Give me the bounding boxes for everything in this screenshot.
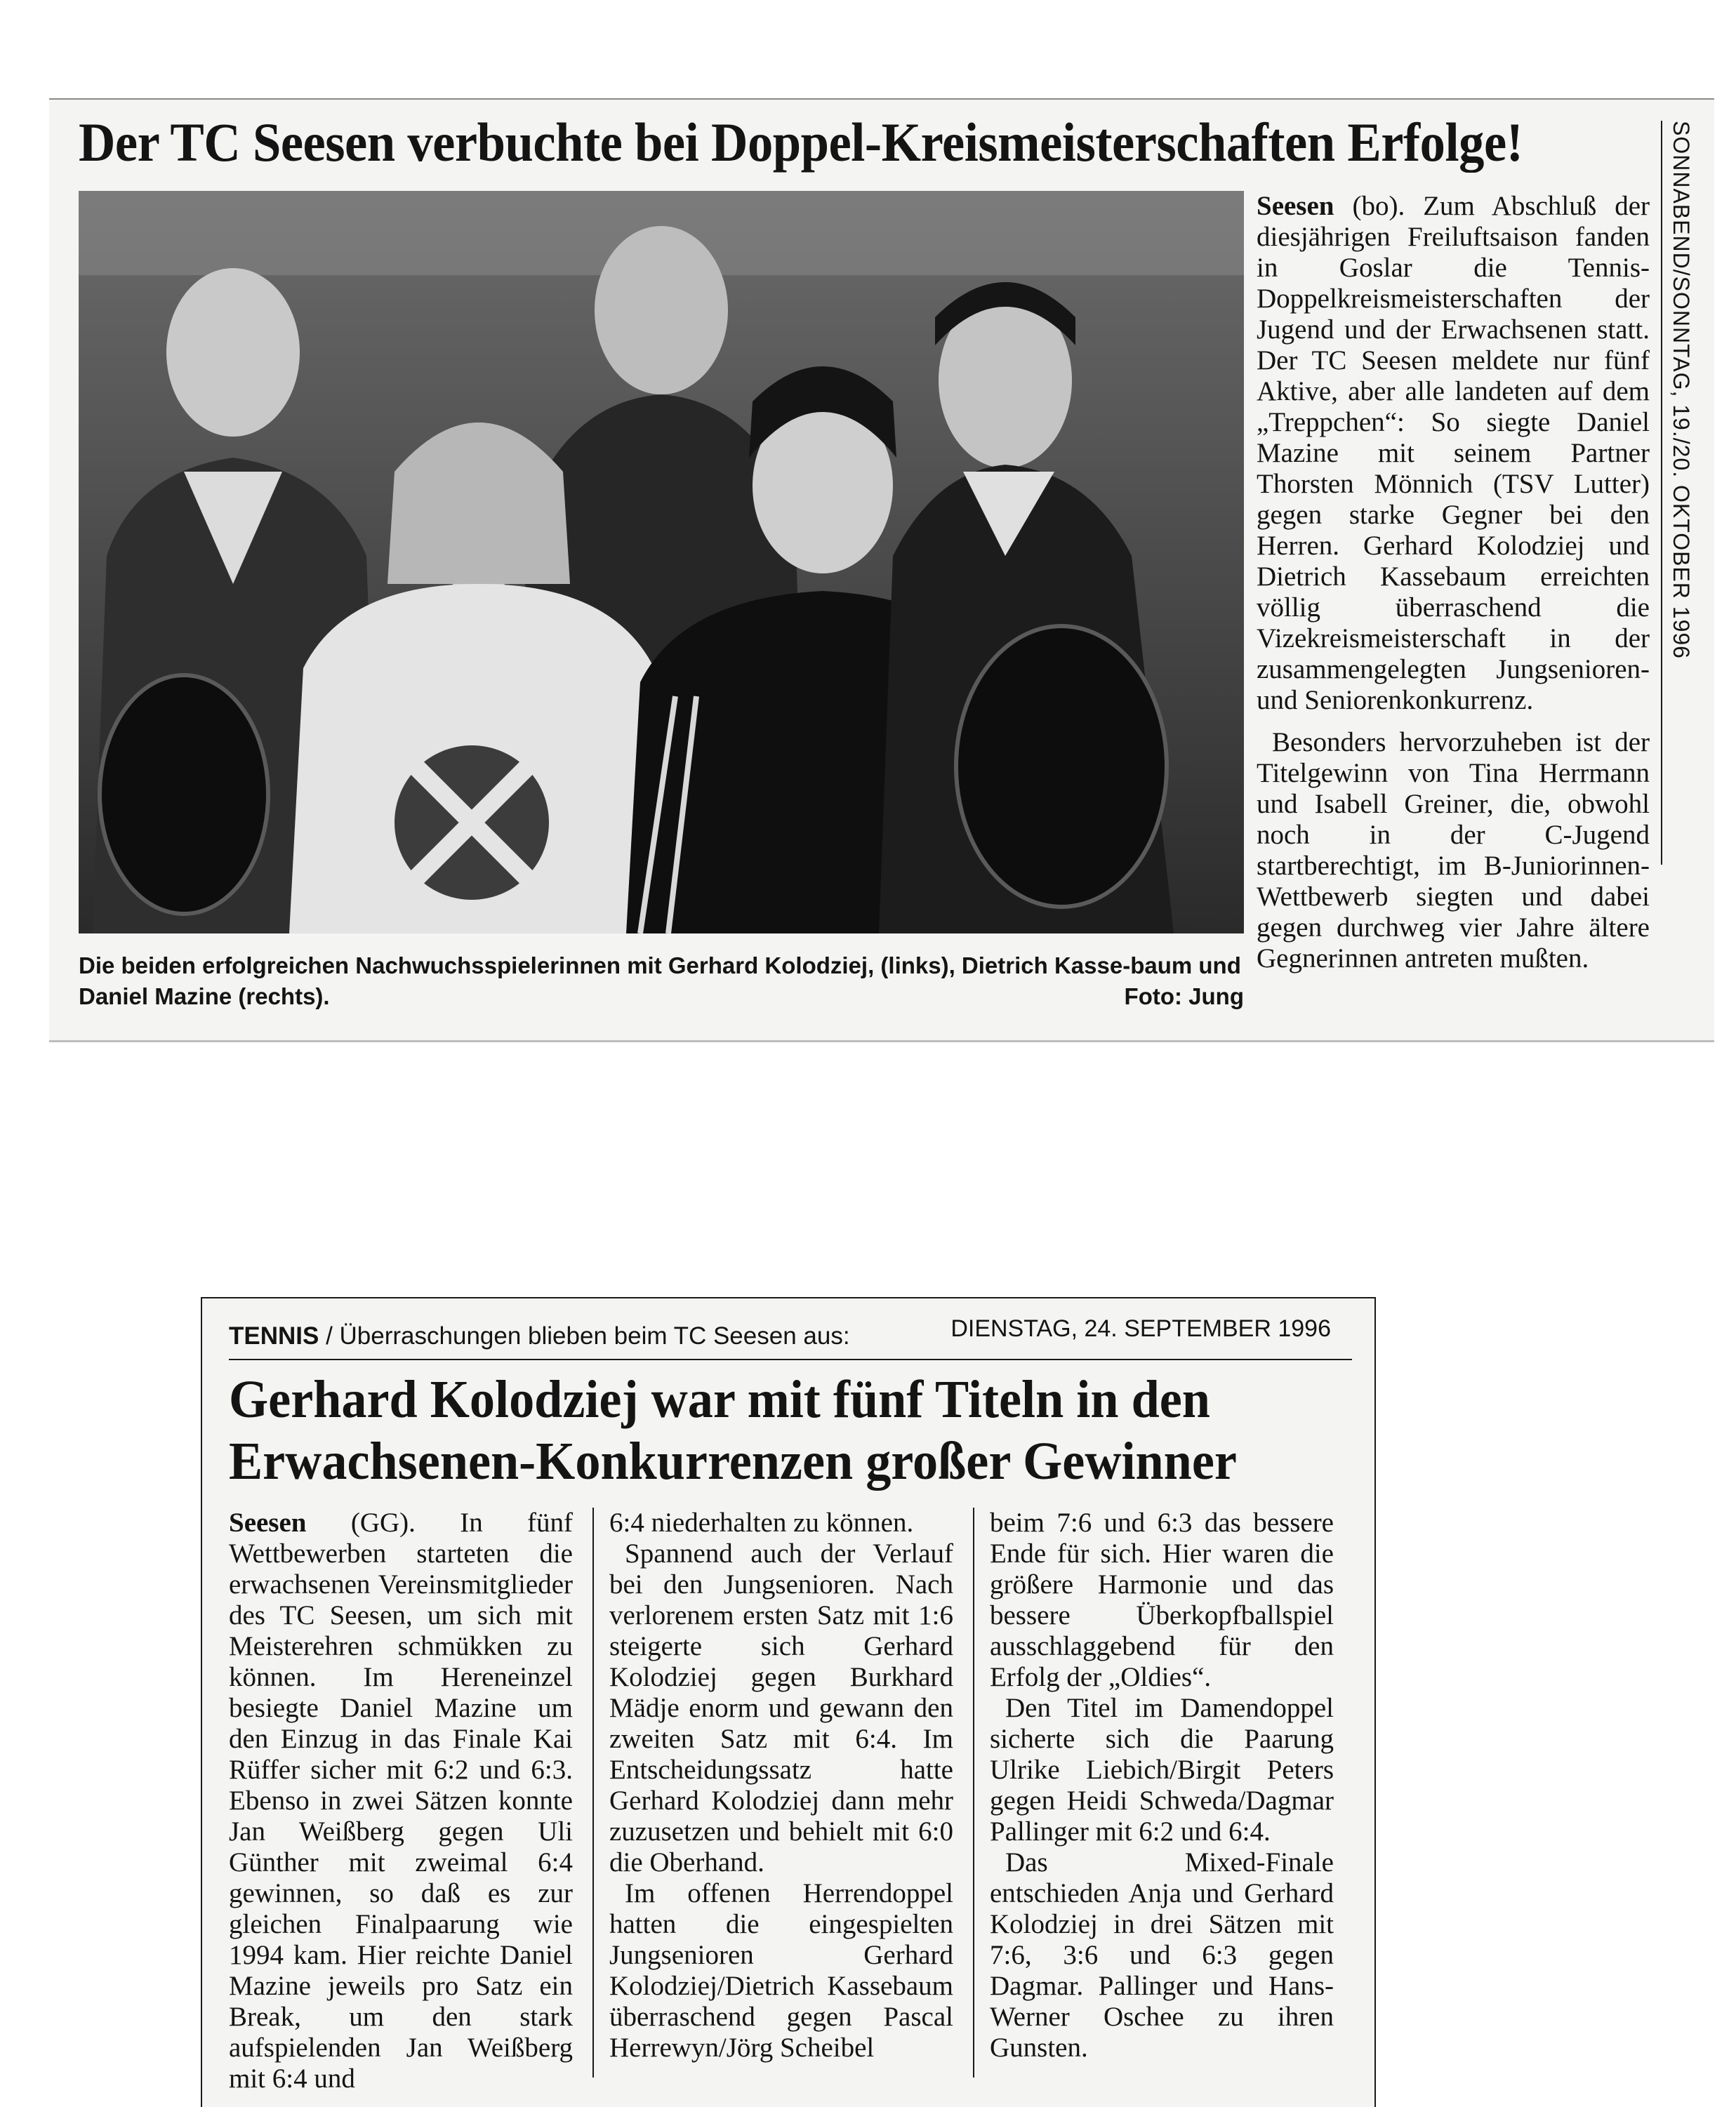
clipping-kolodziej-gewinner <box>201 1297 1376 2107</box>
clipping1-article-body <box>1257 191 1650 985</box>
clipping2-column-2 <box>609 1508 953 2063</box>
col1-paragraph-1-text: (GG). In fünf Wettbewerben starteten die erwachsenen Vereinsmitglieder des TC Seesen, um sich mit Meisterehren schmükken zu können. Im Hereneinzel besiegte Daniel Mazine um den Einzug in das Finale Kai Rüffer sicher mit 6:2 und 6:3. Ebenso in zwei Sätzen konnte Jan Weißberg gegen Uli Günther mit zweimal 6:4 gewinnen, so daß es zur gleichen Finalpaarung wie 1994 kam. Hier reichte Daniel Mazine jeweils pro Satz ein Break, um den stark aufspielenden Jan Weißberg mit 6:4 und <box>229 1508 573 2094</box>
team-photo <box>79 191 1244 933</box>
team-photo-illustration <box>79 191 1244 933</box>
clipping1-date: SONNABEND/SONNTAG, 19./20. OKTOBER 1996 <box>1669 121 1694 659</box>
photo-caption <box>79 950 1244 1012</box>
caption-text: Die beiden erfolgreichen Nachwuchsspielerinnen mit Gerhard Kolodziej, (links), Dietrich Kasse-baum und Daniel Mazine (rechts). <box>79 952 1241 1009</box>
photo-credit: Foto: Jung <box>1124 983 1244 1009</box>
col2-paragraph-2: Spannend auch der Verlauf bei den Jungsenioren. Nach verlorenem ersten Satz mit 1:6 steigerte sich Gerhard Kolodziej gegen Burkhard Mädje enorm und gewann den zweiten Satz mit 6:4. Im Entscheidungssatz hatte Gerhard Kolodziej dann mehr zuzusetzen und behielt mit 6:0 die Oberhand. <box>609 1538 953 1877</box>
vertical-divider <box>1661 121 1662 865</box>
clipping2-kicker-text: / Überraschungen blieben beim TC Seesen aus: <box>319 1322 850 1350</box>
clipping2-column-1 <box>229 1508 573 2094</box>
clipping1-paragraph-2: Besonders hervorzuheben ist der Titelgewinn von Tina Herrmann und Isabell Greiner, die, obwohl noch in der C-Jugend startberechtigt, im B-Juniorinnen-Wettbewerb siegten und dabei gegen durchweg vier Jahre ältere Gegnerinnen antreten mußten. <box>1257 727 1650 973</box>
col2-paragraph-3: Im offenen Herrendoppel hatten die eingespielten Jungsenioren Gerhard Kolodziej/Dietrich Kassebaum überraschend gegen Pascal Herrewyn/Jörg Scheibel <box>609 1878 953 2063</box>
column-divider-2 <box>973 1508 974 2078</box>
clipping2-dateline: Seesen <box>229 1508 307 1538</box>
clipping1-headline: Der TC Seesen verbuchte bei Doppel-Kreismeisterschaften Erfolge! <box>79 112 1523 173</box>
col3-paragraph-3: Das Mixed-Finale entschieden Anja und Gerhard Kolodziej in drei Sätzen mit 7:6, 3:6 und 6:3 gegen Dagmar. Pallinger und Hans-Werner Oschee zu ihren Gunsten. <box>990 1847 1334 2063</box>
clipping2-rubric: TENNIS <box>229 1322 319 1350</box>
clipping1-dateline: Seesen <box>1257 191 1334 221</box>
col1-paragraph-1 <box>229 1508 573 2094</box>
clipping2-headline: Gerhard Kolodziej war mit fünf Titeln in den Erwachsenen-Konkurrenzen großer Gewinner <box>229 1370 1237 1491</box>
clipping-tc-seesen-doppel <box>49 98 1714 1042</box>
clipping2-column-3 <box>990 1508 1334 2063</box>
clipping2-date: DIENSTAG, 24. SEPTEMBER 1996 <box>950 1315 1331 1342</box>
col3-paragraph-2: Den Titel im Damendoppel sicherte sich die Paarung Ulrike Liebich/Birgit Peters gegen Heidi Schweda/Dagmar Pallinger mit 6:2 und 6:4. <box>990 1693 1334 1847</box>
clipping1-paragraph-1 <box>1257 191 1650 716</box>
col2-paragraph-1: 6:4 niederhalten zu können. <box>609 1508 914 1538</box>
column-divider-1 <box>592 1508 594 2078</box>
clipping2-kicker <box>229 1322 850 1350</box>
clipping2-header <box>229 1315 1352 1360</box>
col3-paragraph-1: beim 7:6 und 6:3 das bessere Ende für sich. Hier waren die größere Harmonie und das bessere Überkopfballspiel ausschlaggebend für den Erfolg der „Oldies“. <box>990 1508 1334 1692</box>
clipping1-paragraph-1-text: (bo). Zum Abschluß der diesjährigen Freiluftsaison fanden in Goslar die Tennis-Doppelkreismeisterschaften der Jugend und der Erwachsenen statt. Der TC Seesen meldete nur fünf Aktive, aber alle landeten auf dem „Treppchen“: So siegte Daniel Mazine mit seinem Partner Thorsten Mönnich (TSV Lutter) gegen starke Gegner bei den Herren. Gerhard Kolodziej und Dietrich Kassebaum erreichten völlig überraschend die Vizekreismeisterschaft in der zusammengelegten Jungsenioren- und Seniorenkonkurrenz. <box>1257 191 1650 715</box>
